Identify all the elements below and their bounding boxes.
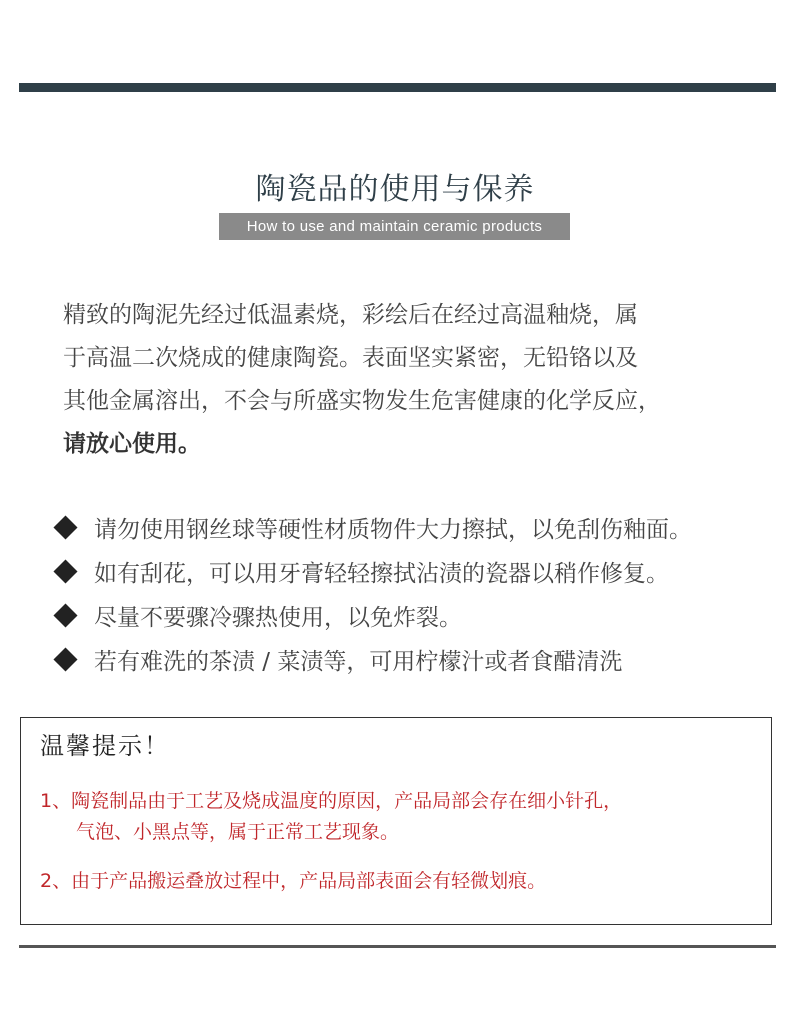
bottom-divider [19,945,776,948]
list-item [53,637,773,681]
diamond-bullet-icon [53,559,77,583]
list-item-text: 请勿使用钢丝球等硬性材质物件大力擦拭，以免刮伤釉面。 [94,516,692,543]
list-item [53,505,773,549]
intro-paragraph [63,294,743,466]
intro-line: 于高温二次烧成的健康陶瓷。表面坚实紧密，无铅铬以及 [63,345,638,371]
diamond-bullet-icon [53,515,77,539]
page-subtitle: How to use and maintain ceramic products [219,213,570,240]
intro-line: 精致的陶泥先经过低温素烧，彩绘后在经过高温釉烧，属 [63,302,638,328]
diamond-bullet-icon [53,603,77,627]
notice-item-continuation: 气泡、小黑点等，属于正常工艺现象。 [76,821,400,843]
care-tips-list [53,505,773,681]
intro-line: 其他金属溶出，不会与所盛实物发生危害健康的化学反应， [63,388,661,414]
notice-item [40,786,622,848]
list-item [53,593,773,637]
notice-box [20,717,772,925]
notice-item [40,866,546,897]
diamond-bullet-icon [53,647,77,671]
list-item-text: 如有刮花，可以用牙膏轻轻擦拭沾渍的瓷器以稍作修复。 [94,560,669,587]
notice-item-text: 1、陶瓷制品由于工艺及烧成温度的原因，产品局部会存在细小针孔， [40,790,623,812]
notice-item-text: 2、由于产品搬运叠放过程中，产品局部表面会有轻微划痕。 [40,870,547,892]
list-item [53,549,773,593]
list-item-text: 尽量不要骤冷骤热使用，以免炸裂。 [94,604,462,631]
top-divider-bar [19,83,776,92]
notice-title: 温馨提示！ [40,732,170,760]
intro-emphasis: 请放心使用。 [63,431,201,457]
list-item-text: 若有难洗的茶渍 / 菜渍等，可用柠檬汁或者食醋清洗 [94,648,623,675]
page-title: 陶瓷品的使用与保养 [255,172,535,207]
